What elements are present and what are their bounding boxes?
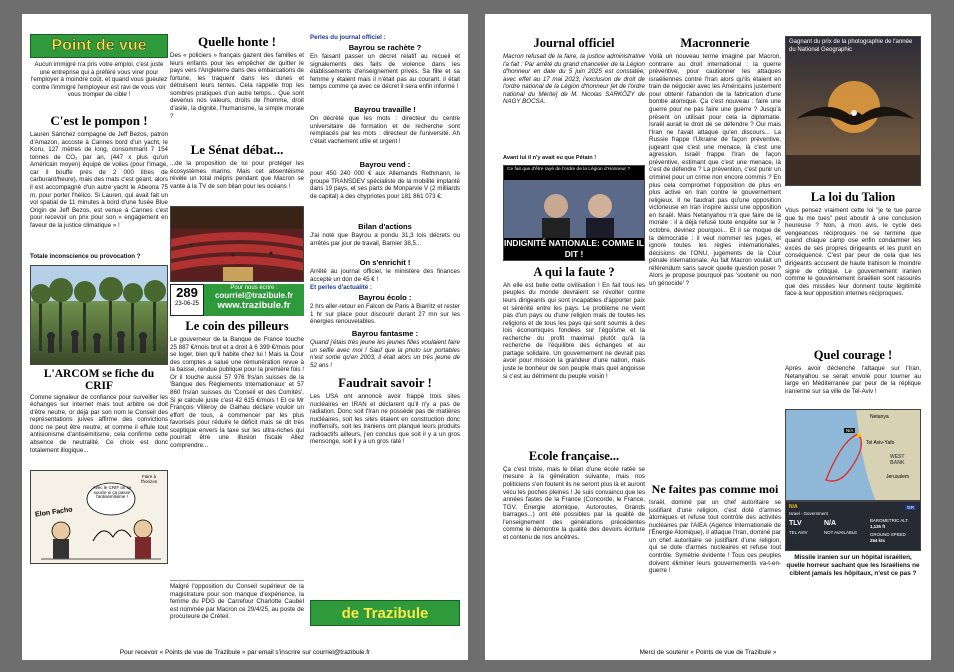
left-footer: Pour recevoir « Points de vue de Trazibule » par email s'inscrire sur courriel@trazibule.fr [119, 649, 371, 656]
jo-title: Journal officiel [533, 36, 615, 50]
flight-na: N/A [789, 504, 798, 510]
flight-speed-label: GROUND SPEED [870, 532, 906, 537]
jo-text: Macron refusait de la faire, la justice administrative l'a fait : Par arrêté du grand chancelier de la Légion d'honneur en date du 5 juin 2025 est constatée, avec effet au 17 mai 2023, l'exclusion de droit de l'ordre national de la Légion d'honneur [et de l'ordre national du Mérite] de M. Nicolas SARKÖZY de NAGY BOCSA. [503, 53, 645, 106]
bilan-title: Bilan d'actions [358, 222, 412, 231]
rachete-text: En faisant passer un décret relatif au recueil et signalements des faits de violence dans les établissements d'enseignement privés. Sa fille et sa femme y étaient mais il n'était pas au courant, il était temps comme ça avec ce décret il sera enfin informé ! [310, 53, 460, 91]
map-telaviv: Tel Aviv-Yafo [866, 440, 895, 446]
ecrire-label: Pour nous écrire : [230, 285, 278, 291]
arcom-title: L'ARCOM se fiche du CRIF [43, 367, 155, 392]
map-netanya: Netanya [870, 414, 889, 420]
flight-speed: 254 kts [870, 538, 885, 543]
brand-title: de Trazibule [341, 604, 429, 622]
issue-bar [170, 284, 304, 316]
flight-from-city: TEL AVIV [789, 530, 808, 535]
conseil-text: Malgré l'opposition du Conseil supérieur de la magistrature pour son manque d'expérience, la femme du PDG de Carrefour Charlotte Caubel est nommée par Macron ce 29/4/25, au poste de procureure de Créteil. [170, 580, 304, 632]
arcom-text: Comme signaleur de confiance pour surveiller les échanges sur internet mais tout arbitre se doit d'être neutre, or déjà par son nom le Conseil des représentations juives affirme des convictions donc ne peut être neutre, et comme il effule tout antisionisme d'antisémitisme, cela confirme cette absence de neutralité. Ce choix est donc totalement illogique... [30, 393, 168, 454]
travaille-title: Bayrou travaille ! [354, 105, 416, 114]
bilan-text: J'ai noté que Bayrou a pondu 31,3 lois décrets ou arrêtés par jour de travail, Barnier 38,5... [310, 232, 460, 247]
flight-tag: ISR [906, 505, 914, 510]
senat-photo [170, 206, 304, 282]
travaille-text: On décrète que les mots : directeur du centre universitaire de formation et de recherche sont remplacés par les mots : directeur de l'université. Ah c'était vachement utile et urgent ! [310, 115, 460, 145]
honte-text: Des « policiers » français gazent des familles et leurs enfants pour les empêcher de quitter le pays vers l'Angleterre dans des embarcations de fortune, les traquent dans les dunes et détruisent leurs tentes. Cela rappelle trop les sombres pratiques d'un autre temps... Que sont devenus nos valeurs, droits de l'homme, droit d'asile, la dignité, l'humanisme, la simple morale ? [170, 52, 304, 120]
cartoon [30, 470, 168, 564]
flight-alt: 1,125 ft [870, 524, 886, 529]
contact-box [204, 284, 304, 316]
courage-caption: Missile iranien sur un hôpital israélien, quelle horreur sachant que les Israéliens ne ciblent jamais les hôpitaux, n'est ce pas ? [786, 554, 920, 577]
faute-title: A qui la faute ? [533, 264, 615, 279]
map-flight-tag: N/A [846, 428, 854, 433]
perles-label: Perles du journal officiel : [310, 34, 386, 41]
enrichit-text: Arrêté au journal officiel, le ministère des finances accepte un don de 45 € ! [310, 268, 460, 283]
flight-panel [785, 501, 921, 551]
fantasme-text: Quand j'étais très jeune les jeunes filles voulaient faire un selfie avec moi ! Sauf que la photo sur portables n'est sortie qu'en 2003, il était alors un très jeune de 52 ans ! [310, 339, 460, 369]
pilleurs-text: Le gouverneur de la Banque de France touche 25 887 €/mois brut et a droit à 6 399 €/mois pour se loger, bien qu'il habite chez lui ! Mais la Cour des comptes a salué une rémunération revue à la baisse, rendue publique pour la première fois ! Or il touche aussi 57 976 frs/an suisses de la 'Banque des Règlements Internationaux' et 57 860 frs/an suisses du 'Conseil et des Comités'. Si je calcule juste c'est 42 615 €/mois ! Et ce Mr François Villeroy de Galhau déclare vouloir un effort de tous, à commencer par les plus favorisés pour réduire le déficit mais se dit très sceptique envers la taxe sur les ultra-riches qui pourrait être une illusion fiscale Allez comprendre... [170, 336, 304, 449]
vend-text: pour 450 240 000 € aux Allemands Rethmann, le groupe TRANSDEV spécialiste de la mobilité implanté dans 19 pays, et ses parts de Monparvie V (2 milliards de capital) à des chypriotes pour 181 861 073 €. [310, 170, 460, 200]
jo-banner: Ce fait que d'être rayé de l'ordre de la Légion d'Honneur ? [504, 166, 644, 180]
issue-box [170, 284, 204, 316]
courage-text: Après avoir déclenché l'attaque sur l'Iran, Netanyahou se serait envolé pour tourner au large en Méditerranée par peur de la réplique iranienne sur sa ville de Tel-Aviv ! [785, 365, 921, 395]
ecolo-title: Bayrou écolo : [358, 293, 412, 302]
macronnerie-text: Voilà un nouveau terme imaginé par Macron, contraire au droit international : la guerre préventive, pour cautionner les attaques israéliennes contre l'Iran alors qu'ils étaient en train de négocier avec les Américains justement pour obtenir l'abandon de la fabrication d'une bombe atomique. Ça c'est nouveau : faire une guerre pour ne pas faire une guerre ? Jusqu'à présent on utilisait pour cela la diplomatie. Israël aurait le droit de se défendre ? Oui mais l'Iran ne l'avait attaqué qu'en discours... La Russie frappe l'Ukraine de façon préventive, jugeant que c'est une menace, là c'est une agression. Israël frappe l'Iran de façon préventive, estimant que c'est une menace, là c'est de défendre ? La prévention, c'est punir un criminel pour un crime non encore commis ? En plus cela compromet l'opposition de plus en plus active en Iran contre le gouvernement religieux. Il ne faudrait pas qu'une opposition victorieuse en Iran inspire aussi une opposition en Israël. Mais Netanyahou n'a que faire de la morale : il a déjà refusé toute enquête sur le 7 octobre, devinez pourquoi... Et il se moque de la démocratie : il veut nommer les juges, et ignore toutes les règles internationales, décisions de l'ONU, jugements de la Cour pénale internationale. Au fait Macron voulait un référendum sans savoir quelle question poser ? Alors je propose pourquoi pas 'soutenir ou non un génocide' ? [649, 53, 781, 287]
left-column-2 [170, 34, 304, 640]
flight-to: N/A [824, 520, 837, 527]
map-westbank: WEST BANK [890, 454, 905, 466]
jo-end: Avant lui il n'y avait eu que Pétain ! [503, 155, 597, 161]
brand-banner [310, 600, 460, 626]
jo-caption: INDIGNITÉ NATIONALE: COMME IL DIT ! [504, 237, 644, 259]
pilleurs-title: Le coin des pilleurs [185, 319, 289, 333]
right-page [485, 14, 931, 660]
cartoon-bubble: Avec le CRIF on se soucie si ça passe l'antisémitisme ! [92, 484, 132, 500]
pdv-title: Point de vue [51, 37, 147, 54]
pdv-text: Aucun immigré n'a pris votre emploi, c'est juste une entreprise qui a préféré vous virer pour l'employer à moindre coût, et quand vous gueulez contre l'immigré l'employeur est ravi de vous voir vous tromper de cible ! [30, 61, 168, 99]
faudrait-text: Les USA ont annoncé avoir frappé trois sites nucléaires en IRAN et déclarent qu'il n'y a pas de radiation. Donc soit l'Iran ne possède pas de matières nucléaires, soit les sites étaient en construction donc inoffensifs, soit les Iraniens ont planqué leurs produits radioactifs ailleurs, j'en conclus que soit il y a un gros mensonge, soit il y a un gros raté ! [310, 393, 460, 446]
flight-from: TLV [789, 520, 802, 527]
contact-email[interactable]: courriel@trazibule.fr [214, 291, 294, 300]
issue-date: 23-06-25 [174, 301, 200, 307]
left-page [22, 14, 468, 660]
right-column-2 [649, 36, 781, 626]
eagle-art [786, 37, 921, 186]
talion-title: La loi du Talion [810, 190, 896, 204]
left-column-1 [30, 34, 168, 640]
flight-owner: Israel - Government [789, 511, 828, 516]
right-column-3 [785, 36, 921, 636]
senat-title: Le Sénat débat... [190, 142, 284, 157]
flight-map[interactable] [785, 409, 921, 501]
pompon-text: Lauren Sánchez compagne de Jeff Bezos, patron d'Amazon, accoste à Cannes bord d'un yacht, le Koru, 127 mètres de long, consommant 7 154 tonnes de CO₂ par an, (447 x plus qu'un Américain moyen) équipé de voiles (pour l'image, car il bouffe près de 2 000 litres de carburant/heure), mais des mats c'est géant, alors il est accompagné d'un autre yacht le Abeona 75 m, pour porter l'hélico. Si Lauren, qui avait fait un vol spatial de 11 minutes à bord d'une fusée Blue Origin de Jeff Bezos, est venue à Cannes c'est pour recevoir un prix pour son « engagement en faveur de la justice climatique » ! [30, 131, 168, 229]
nefaites-text: Israël, dominé par un chef autoritaire se justifiant d'une religion, c'est doté d'armes atomiques et refuse tout contrôle des activités nucléaires par l'AIEA (Agence Internationale de l'Énergie Atomique), il attaque l'Iran, dominé par un chef autoritaire se justifiant d'une religion, qui se dote d'armes nucléaires et refuse tout contrôle. Symétrie évidente ! Tous ces peuples doivent éliminer leurs gouvernements va-t-en-guerre ! [649, 499, 781, 575]
ecolo-text: 2 hrs aller-retour en Falcon de Paris à Biarritz et rester 1 hr sur place pour discourir durant 27 mn sur les énergies renouvelables. [310, 303, 460, 326]
rachete-title: Bayrou se rachète ? [348, 43, 422, 52]
pompon-title: C'est le pompon ! [50, 113, 148, 128]
nefaites-title: Ne faites pas comme moi [651, 482, 779, 496]
left-column-3 [310, 34, 460, 594]
enrichit-title: On s'enrichit ! [359, 258, 411, 267]
ecole-title: Ecole française... [528, 448, 620, 463]
courage-title: Quel courage ! [813, 348, 893, 362]
fantasme-title: Bayrou fantasme : [351, 329, 419, 338]
ecole-text: Ça c'est triste, mais le bilan d'une école ratée se mesure à la génération suivante, mais nos politiciens s'en foutent ils ne seront plus là et auront vécu les poches pleines ! Je suis convaincu que les années fastes de la France (Concorde, le France, TGV, Énergie atomique, Autoroutes, Grands barrages...) ont été possibles par la qualité de l'enseignement des générations précédentes comme le démontre la qualité des devoirs écriture et contenu de nos ancêtres. [503, 465, 645, 541]
cartoon-elon-label: Elon Facho [34, 505, 74, 519]
faudrait-title: Faudrait savoir ! [338, 375, 432, 390]
flight-alt-label: BAROMETRIC ALT. [870, 518, 909, 523]
right-column-1 [503, 36, 645, 636]
faute-text: Ah elle est belle cette civilisation ! En fait tous les peuples du monde devraient se révolter contre leurs dirigeants qui sont incapables d'apporter paix et sérénité entre les pays. Le problème ne vient pas d'un pays ou d'une religion mais de toutes les religions et de tous les pays qui sont soumis à des lois économiques fondées sur l'égoïsme et la recherche du profit maximal plutôt qu'à la recherche de l'équilibre des échanges et au partage solidaire. Un gouvernement ne devrait pas avoir pour mission la grandeur d'une nation, mais juste le bonheur de son peuple mais quel angoisse si c'est au détriment du peuple voisin ! [503, 281, 645, 380]
point-de-vue-banner [30, 34, 168, 58]
flight-to-label: NOT AVAILABLE [824, 530, 858, 535]
arcom-photo [30, 265, 168, 365]
pompon-end: Totale inconscience ou provocation ? [30, 253, 141, 260]
issue-number: 289 [176, 285, 198, 300]
vend-title: Bayrou vend : [359, 160, 411, 169]
senat-photo-art [171, 207, 304, 282]
senat-text: ...de la proposition de loi pour protéger les écosystèmes marins. Mais cet absentéisme révèle un total mépris pendant que Macron se vante à la TV de son bilan pour les océans ! [170, 160, 304, 190]
prize-caption: Gagnant du prix de la photographie de l'année du National Geographic [789, 39, 913, 53]
right-footer: Merci de soutenir « Points de vue de Trazibule » [639, 649, 777, 656]
indignite-photo [503, 165, 645, 261]
honte-title: Quelle honte ! [198, 34, 276, 49]
arcom-photo-art [31, 266, 168, 365]
contact-website[interactable]: www.trazibule.fr [217, 300, 291, 311]
eagle-photo [785, 36, 921, 186]
talion-text: Vous pensez vraiment cette loi "je te tue parce que tu me tues" peut aboutir à une conclusion heureuse ? Non, à mon avis, le cycle des vengeances réciproques ne se termine que quand chaque camp ose enfin condamner les excès de ses propres dirigeants et les punit en conséquence. C'est par peur de cela que les dirigeants accusent de haute trahison le moindre signe de critique. Le gouvernement iranien comme le gouvernement israélien sont rassurés que des missiles leur donnent toute légitimité face à leur opposition internes réciproques. [785, 207, 921, 298]
cartoon-rugby-label: Faire à l'horizon [140, 473, 158, 484]
actualite-label: Et perles d'actualité : [310, 284, 372, 291]
macronnerie-title: Macronnerie [680, 36, 750, 50]
map-jerusalem: Jerusalem [886, 474, 910, 480]
